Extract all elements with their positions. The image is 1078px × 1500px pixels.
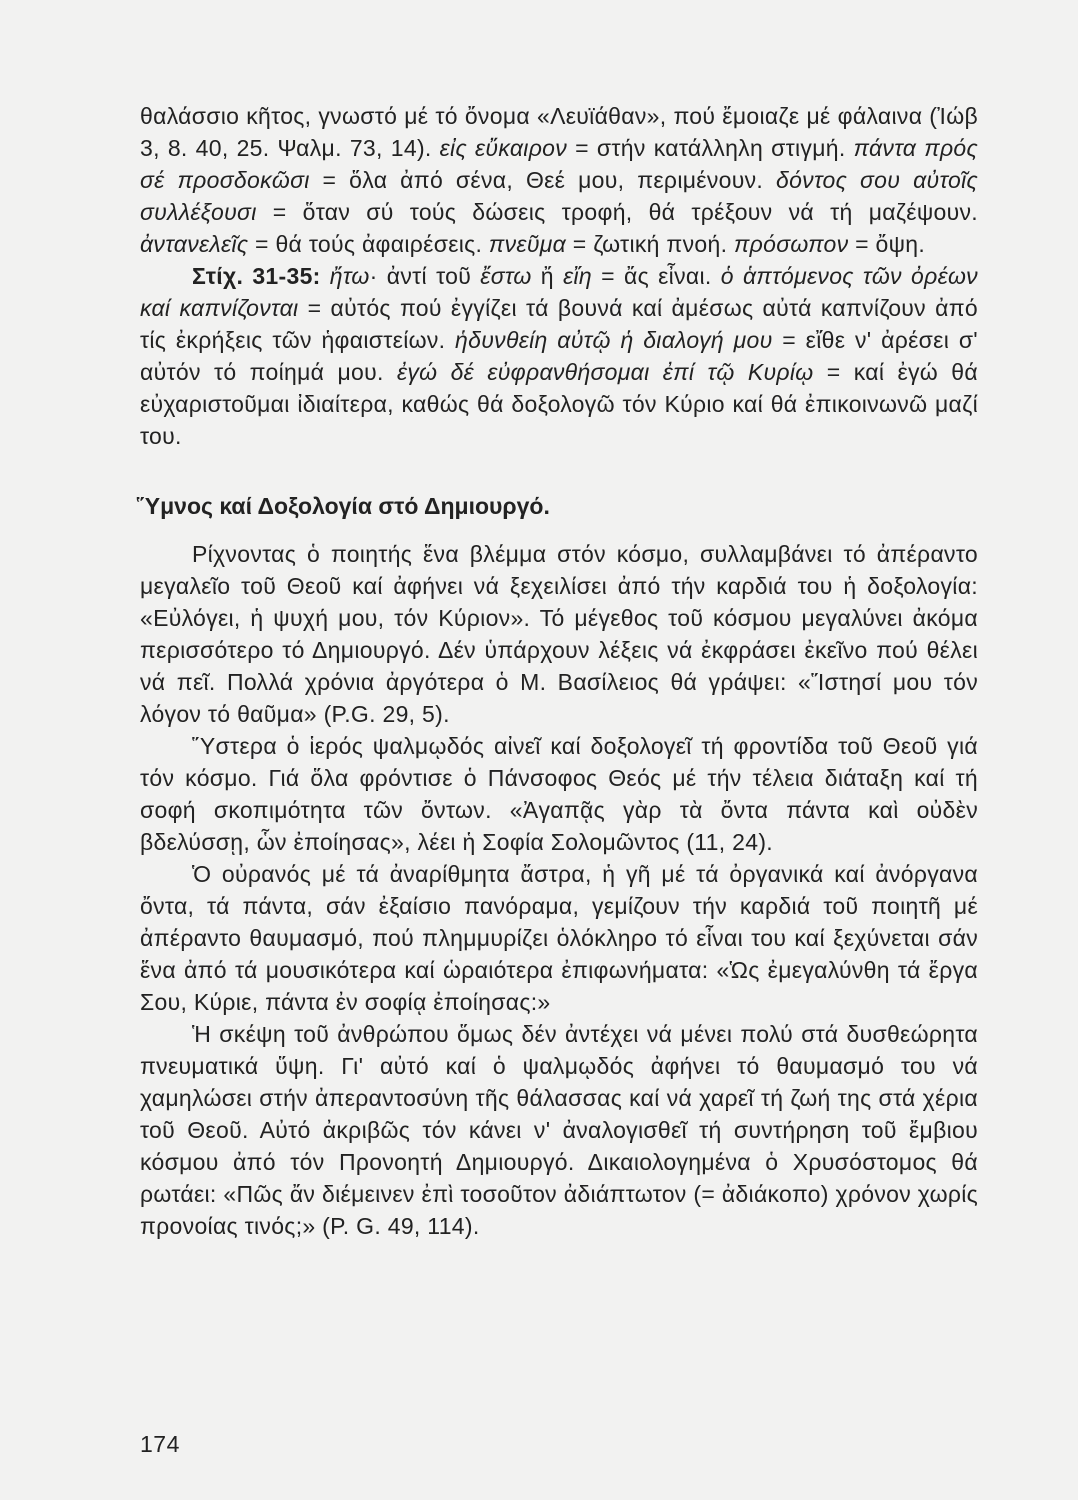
text-span: = καί ἐγώ θά εὐχαριστοῦμαι ἰδιαίτερα, καθώς θά δοξολογῶ τόν Κύριο καί θά ἐπικοινωνῶ μαζί του.: [140, 359, 978, 449]
text-span: = ἄς εἶναι.: [591, 263, 721, 289]
page-number: 174: [140, 1431, 180, 1457]
body-paragraph-4: Ἡ σκέψη τοῦ ἀνθρώπου ὅμως δέν ἀντέχει νά μένει πολύ στά δυσθεώρητα πνευματικά ὕψη. Γι' αὐτό καί ὁ ψαλμῳδός ἀφήνει τό θαυμασμό του νά χαμηλώσει στήν ἀπεραντοσύνη τῆς θάλασσας καί νά χαρεῖ τή ζωή της στά χέρια τοῦ Θεοῦ. Αὐτό ἀκριβῶς τόν κάνει ν' ἀναλογισθεῖ τή συντήρηση τοῦ ἔμβιου κόσμου ἀπό τόν Προνοητή Δημιουργό. Δικαιολογημένα ὁ Χρυσόστομος θά ρωτάει: «Πῶς ἄν διέμεινεν ἐπὶ τοσοῦτον ἀδιάπτωτον (= ἀδιάκοπο) χρόνον χωρίς προνοίας τινός;» (P. G. 49, 114).: [140, 1021, 978, 1239]
text-span: = ὅταν σύ τούς δώσεις τροφή, θά τρέξουν νά τή μαζέψουν.: [256, 199, 978, 225]
term-span: ὁ ἁπτόμενος τῶν ὀρέων καί καπνίζονται: [140, 263, 978, 321]
term-span: ἡδυνθείη αὐτῷ ἡ διαλογή μου: [455, 327, 773, 353]
text-span: = ζωτική πνοή.: [566, 231, 734, 257]
text-span: · ἀντί τοῦ: [369, 263, 481, 289]
term-span: ἤτω: [329, 263, 370, 289]
text-span: = ὅλα ἀπό σένα, Θεέ μου, περιμένουν.: [309, 167, 776, 193]
term-span: ἐγώ δέ εὐφρανθήσομαι ἐπί τῷ Κυρίῳ: [396, 359, 814, 385]
body-paragraph-3: Ὁ οὐρανός μέ τά ἀναρίθμητα ἄστρα, ἡ γῆ μέ τά ὀργανικά καί ἀνόργανα ὄντα, τά πάντα, σάν ἐξαίσιο πανόραμα, γεμίζουν τήν καρδιά τοῦ ποιητῆ μέ ἀπέραντο θαυμασμό, πού πλημμυρίζει ὁλόκληρο τό εἶναι του καί ξεχύνεται σάν ἕνα ἀπό τά μουσικότερα καί ὡραιότερα ἐπιφωνήματα: «Ὡς ἐμεγαλύνθη τά ἔργα Σου, Κύριε, πάντα ἐν σοφίᾳ ἐποίησας:»: [140, 861, 978, 1015]
body-paragraph-1: Ρίχνοντας ὁ ποιητής ἕνα βλέμμα στόν κόσμο, συλλαμβάνει τό ἀπέραντο μεγαλεῖο τοῦ Θεοῦ καί ἀφήνει νά ξεχειλίσει ἀπό τήν καρδιά του ἡ δοξολογία: «Εὐλόγει, ἡ ψυχή μου, τόν Κύριον». Τό μέγεθος τοῦ κόσμου μεγαλύνει ἀκόμα περισσότερο τό Δημιουργό. Δέν ὑπάρχουν λέξεις νά ἐκφράσει ἐκεῖνο πού θέλει νά πεῖ. Πολλά χρόνια ἀργότερα ὁ Μ. Βασίλειος θά γράψει: «Ἵστησί μου τόν λόγον τό θαῦμα» (P.G. 29, 5).: [140, 541, 978, 727]
term-span: πρόσωπον: [733, 231, 849, 257]
text-span: = ὄψη.: [848, 231, 926, 257]
term-span: πνεῦμα: [488, 231, 567, 257]
text-span: θαλάσσιο κῆτος, γνωστό μέ τό ὄνομα «Λευϊάθαν», πού ἔμοιαζε μέ φάλαινα (Ἰώβ 3, 8. 40, 25. Ψαλμ. 73, 14).: [140, 103, 978, 161]
commentary-paragraph-2: [140, 260, 978, 452]
term-span: ἀντανελεῖς: [140, 231, 249, 257]
verse-range-label: Στίχ. 31-35:: [192, 263, 330, 289]
term-span: δόντος σου αὐτοῖς συλλέξουσι: [140, 167, 979, 225]
body-paragraph-2: Ὕστερα ὁ ἱερός ψαλμῳδός αἰνεῖ καί δοξολογεῖ τή φροντίδα τοῦ Θεοῦ γιά τόν κόσμο. Γιά ὅλα φρόντισε ὁ Πάνσοφος Θεός μέ τήν τέλεια διάταξη καί τή σοφή σκοπιμότητα τῶν ὄντων. «Ἀγαπᾷς γὰρ τὰ ὄντα πάντα καὶ οὐδὲν βδελύσσῃ, ὧν ἐποίησας», λέει ἡ Σοφία Σολομῶντος (11, 24).: [140, 733, 978, 855]
page-content: [136, 100, 979, 1242]
term-span: εἴη: [563, 263, 592, 289]
commentary-paragraph-1: [140, 100, 978, 260]
term-span: εἰς εὔκαιρον: [439, 135, 568, 161]
section-heading: Ὕμνος καί Δοξολογία στό Δημιουργό.: [136, 493, 550, 519]
text-span: = στήν κατάλληλη στιγμή.: [567, 135, 854, 161]
text-span: ἤ: [531, 263, 564, 289]
term-span: ἔστω: [480, 263, 532, 289]
term-span: πάντα πρός σέ προσδοκῶσι: [140, 135, 978, 193]
text-span: = αὐτός πού ἐγγίζει τά βουνά καί ἀμέσως αὐτά καπνίζουν ἀπό τίς ἐκρήξεις τῶν ἡφαιστείων.: [140, 295, 978, 353]
text-span: = εἴθε ν' ἀρέσει σ' αὐτόν τό ποίημά μου.: [140, 327, 979, 385]
text-span: = θά τούς ἀφαιρέσεις.: [248, 231, 489, 257]
